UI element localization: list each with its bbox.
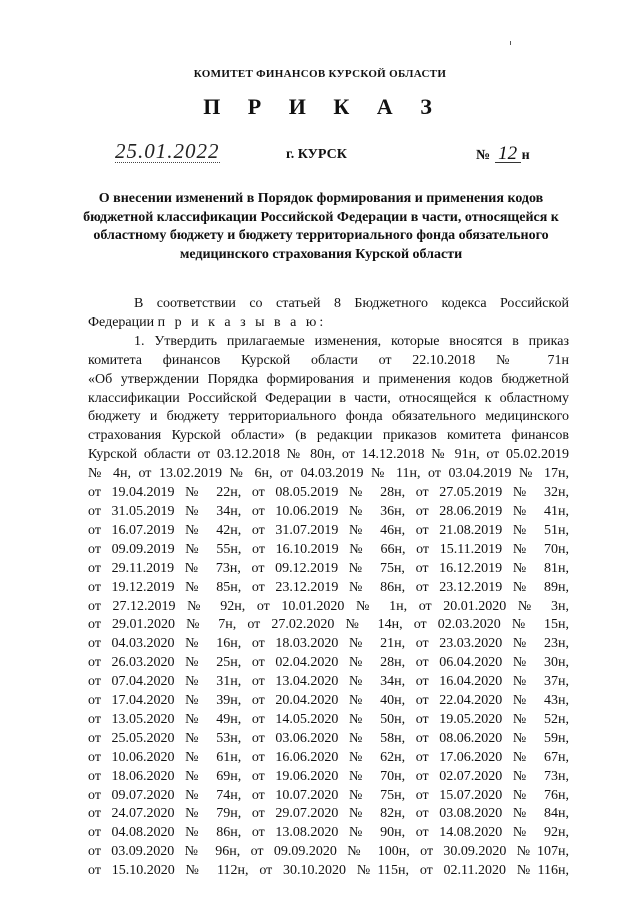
- body-line: от 13.05.2020 № 49н, от 14.05.2020 № 50н, от 19.05.2020 № 52н,: [88, 711, 569, 727]
- body-line: от 15.10.2020 № 112н, от 30.10.2020 №115н, от 02.11.2020 №116н,: [88, 863, 569, 879]
- order-number: [476, 143, 530, 164]
- handwritten-number: 12: [495, 146, 521, 163]
- body-line: от 04.08.2020 № 86н, от 13.08.2020 № 90н, от 14.08.2020 № 92н,: [88, 825, 569, 841]
- body-line: от 17.04.2020 № 39н, от 20.04.2020 № 40н, от 22.04.2020 № 43н,: [88, 693, 569, 709]
- body-line: от 16.07.2019 № 42н, от 31.07.2019 № 46н, от 21.08.2019 № 51н,: [88, 522, 569, 538]
- body-line: от 29.01.2020 № 7н, от 27.02.2020 № 14н, от 02.03.2020 № 15н,: [88, 617, 569, 633]
- document-title: П Р И К А З: [203, 94, 443, 119]
- body-line: «Об утверждении Порядка формирования и применения кодов бюджетной: [88, 371, 569, 387]
- body-line: 1. Утвердить прилагаемые изменения, которые вносятся в приказ: [134, 333, 569, 349]
- committee-name: КОМИТЕТ ФИНАНСОВ КУРСКОЙ ОБЛАСТИ: [193, 68, 447, 80]
- city-label: г. КУРСК: [286, 147, 347, 162]
- body-line: от 29.11.2019 № 73н, от 09.12.2019 № 75н, от 16.12.2019 № 81н,: [88, 560, 569, 576]
- body-line: Курской области от 03.12.2018 № 80н, от 14.12.2018 № 91н, от 05.02.2019: [88, 447, 569, 463]
- body-line: комитета финансов Курской области от 22.10.2018 № 71н: [88, 352, 569, 368]
- order-body: [88, 295, 569, 881]
- number-suffix: н: [521, 148, 530, 163]
- body-line: [88, 314, 569, 333]
- body-line: от 19.12.2019 № 85н, от 23.12.2019 № 86н, от 23.12.2019 № 89н,: [88, 579, 569, 595]
- body-line: от 26.03.2020 № 25н, от 02.04.2020 № 28н, от 06.04.2020 № 30н,: [88, 655, 569, 671]
- body-line: № 4н, от 13.02.2019 № 6н, от 04.03.2019 № 11н, от 03.04.2019 № 17н,: [88, 466, 569, 482]
- body-text-fragment: Федерации: [88, 314, 158, 330]
- body-line: от 31.05.2019 № 34н, от 10.06.2019 № 36н, от 28.06.2019 № 41н,: [88, 503, 569, 519]
- body-line: от 04.03.2020 № 16н, от 18.03.2020 № 21н, от 23.03.2020 № 23н,: [88, 636, 569, 652]
- body-line: от 25.05.2020 № 53н, от 03.06.2020 № 58н, от 08.06.2020 № 59н,: [88, 730, 569, 746]
- body-line: от 09.07.2020 № 74н, от 10.07.2020 № 75н, от 15.07.2020 № 76н,: [88, 787, 569, 803]
- body-line: от 07.04.2020 № 31н, от 13.04.2020 № 34н, от 16.04.2020 № 37н,: [88, 674, 569, 690]
- body-line: классификации Российской Федерации в части, относящейся к областному: [88, 390, 569, 406]
- order-subject: О внесении изменений в Порядок формирования и применения кодов бюджетной классификации Российской Федерации в части, относящейся к областному бюджету и бюджету территориального фонда обязательного медицинского страхования Курской области: [83, 191, 559, 262]
- body-line: от 27.12.2019 № 92н, от 10.01.2020 № 1н, от 20.01.2020 № 3н,: [88, 598, 569, 614]
- body-line: В соответствии со статьей 8 Бюджетного кодекса Российской: [134, 296, 569, 311]
- body-line: от 19.04.2019 № 22н, от 08.05.2019 № 28н, от 27.05.2019 № 32н,: [88, 485, 569, 501]
- order-verb: п р и к а з ы в а ю:: [157, 314, 327, 330]
- body-line: бюджету и бюджету территориального фонда обязательного медицинского: [88, 409, 569, 425]
- number-sign: №: [476, 148, 491, 163]
- scan-mark: [510, 41, 511, 45]
- body-line: от 10.06.2020 № 61н, от 16.06.2020 № 62н, от 17.06.2020 № 67н,: [88, 749, 569, 765]
- body-line: от 09.09.2019 № 55н, от 16.10.2019 № 66н, от 15.11.2019 № 70н,: [88, 541, 569, 557]
- body-line: от 18.06.2020 № 69н, от 19.06.2020 № 70н, от 02.07.2020 № 73н,: [88, 768, 569, 784]
- body-line: от 24.07.2020 № 79н, от 29.07.2020 № 82н, от 03.08.2020 № 84н,: [88, 806, 569, 822]
- body-line: страхования Курской области» (в редакции приказов комитета финансов: [88, 428, 569, 444]
- handwritten-date: 25.01.2022: [115, 139, 220, 163]
- body-line: от 03.09.2020 № 96н, от 09.09.2020 № 100н, от 30.09.2020 №107н,: [88, 844, 569, 860]
